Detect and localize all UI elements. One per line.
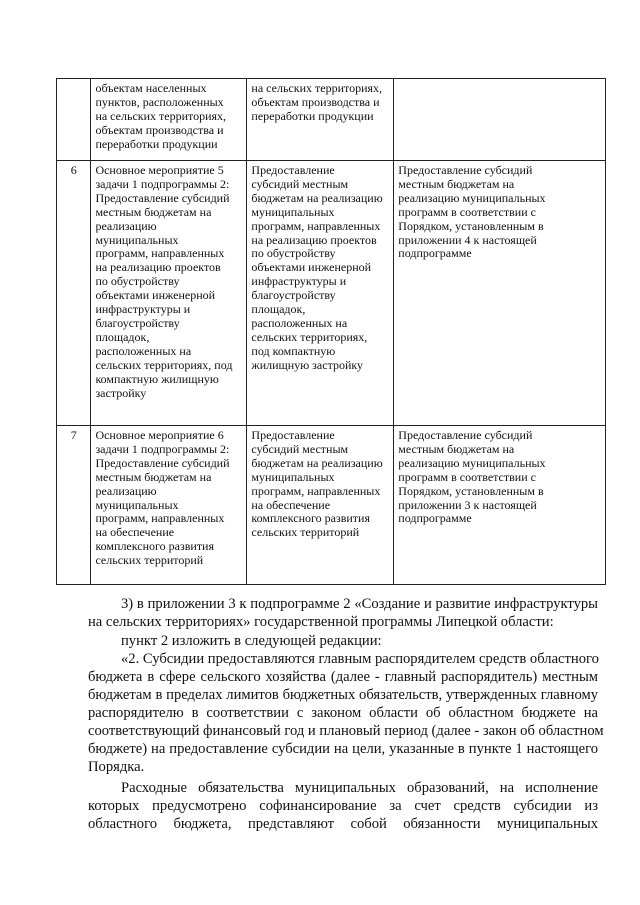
table-row xyxy=(57,426,606,585)
measures-table xyxy=(56,78,606,585)
text-line: областного бюджета, представляют собой обязанности муниципальных xyxy=(88,816,598,832)
row-number: 7 xyxy=(57,426,91,585)
obligations-paragraph xyxy=(88,779,598,833)
measure-name-cell: Основное мероприятие 5 задачи 1 подпрограммы 2: Предоставление субсидий местным бюджетам на реализацию муниципальных программ, направленных на реализацию проектов по обустройству объектами инженерной инфраструктуры и благоустройству площадок, расположенных на сельских территориях, под компактную жилищную застройку xyxy=(95,163,233,400)
instruction-paragraph xyxy=(88,632,598,650)
table-row xyxy=(57,161,606,426)
text-line: Расходные обязательства муниципальных образований, на исполнение xyxy=(121,780,598,796)
row-number: 6 xyxy=(57,161,91,426)
text-line: Порядка. xyxy=(88,759,145,775)
text-line: которых предусмотрено софинансирование за счет средств субсидии из xyxy=(88,798,598,814)
measure-mechanism-cell: Предоставление субсидий местным бюджетам на реализацию муниципальных программ в соответствии с Порядком, установленным в приложении 3 к настоящей подпрограмме xyxy=(398,428,546,526)
measure-name-cell: Основное мероприятие 6 задачи 1 подпрограммы 2: Предоставление субсидий местным бюджетам на реализацию муниципальных программ, направленных на обеспечение комплексного развития сельских территорий xyxy=(95,428,230,568)
text-line: «2. Субсидии предоставляются главным распорядителем средств областного xyxy=(121,651,599,667)
measure-name-cell: объектам населенных пунктов, расположенных на сельских территориях, объектам производства и переработки продукции xyxy=(95,81,227,151)
row-number xyxy=(57,79,91,161)
text-line: соответствующий финансовый год и плановый период (далее - закон об областном xyxy=(88,723,604,739)
text-line: 3) в приложении 3 к подпрограмме 2 «Создание и развитие инфраструктуры xyxy=(121,596,598,612)
measure-content-cell: Предоставление субсидий местным бюджетам на реализацию муниципальных программ, направленных на реализацию проектов по обустройству объектами инженерной инфраструктуры и благоустройству площадок, расположенных на сельских территориях, под компактную жилищную застройку xyxy=(251,163,383,372)
measure-content-cell: Предоставление субсидий местным бюджетам на реализацию муниципальных программ, направленных на обеспечение комплексного развития сельских территорий xyxy=(251,428,383,540)
clause-2-paragraph xyxy=(88,650,604,776)
measure-mechanism-cell: Предоставление субсидий местным бюджетам на реализацию муниципальных программ в соответствии с Порядком, установленным в приложении 4 к настоящей подпрограмме xyxy=(398,163,546,261)
text-line: пункт 2 изложить в следующей редакции: xyxy=(121,633,382,649)
text-line: распорядителю в соответствии с законом области об областном бюджете на xyxy=(88,705,598,721)
measure-content-cell: на сельских территориях, объектам производства и переработки продукции xyxy=(251,81,383,123)
amendment-paragraph xyxy=(88,595,598,631)
table-row xyxy=(57,79,606,161)
text-line: бюджете) на предоставление субсидии на цели, указанные в пункте 1 настоящего xyxy=(88,741,598,757)
text-line: бюджетам в пределах лимитов бюджетных обязательств, утвержденных главному xyxy=(88,687,598,703)
text-line: на сельских территориях» государственной программы Липецкой области: xyxy=(88,614,554,630)
text-line: бюджета в сфере сельского хозяйства (далее - главный распорядитель) местным xyxy=(88,669,598,685)
